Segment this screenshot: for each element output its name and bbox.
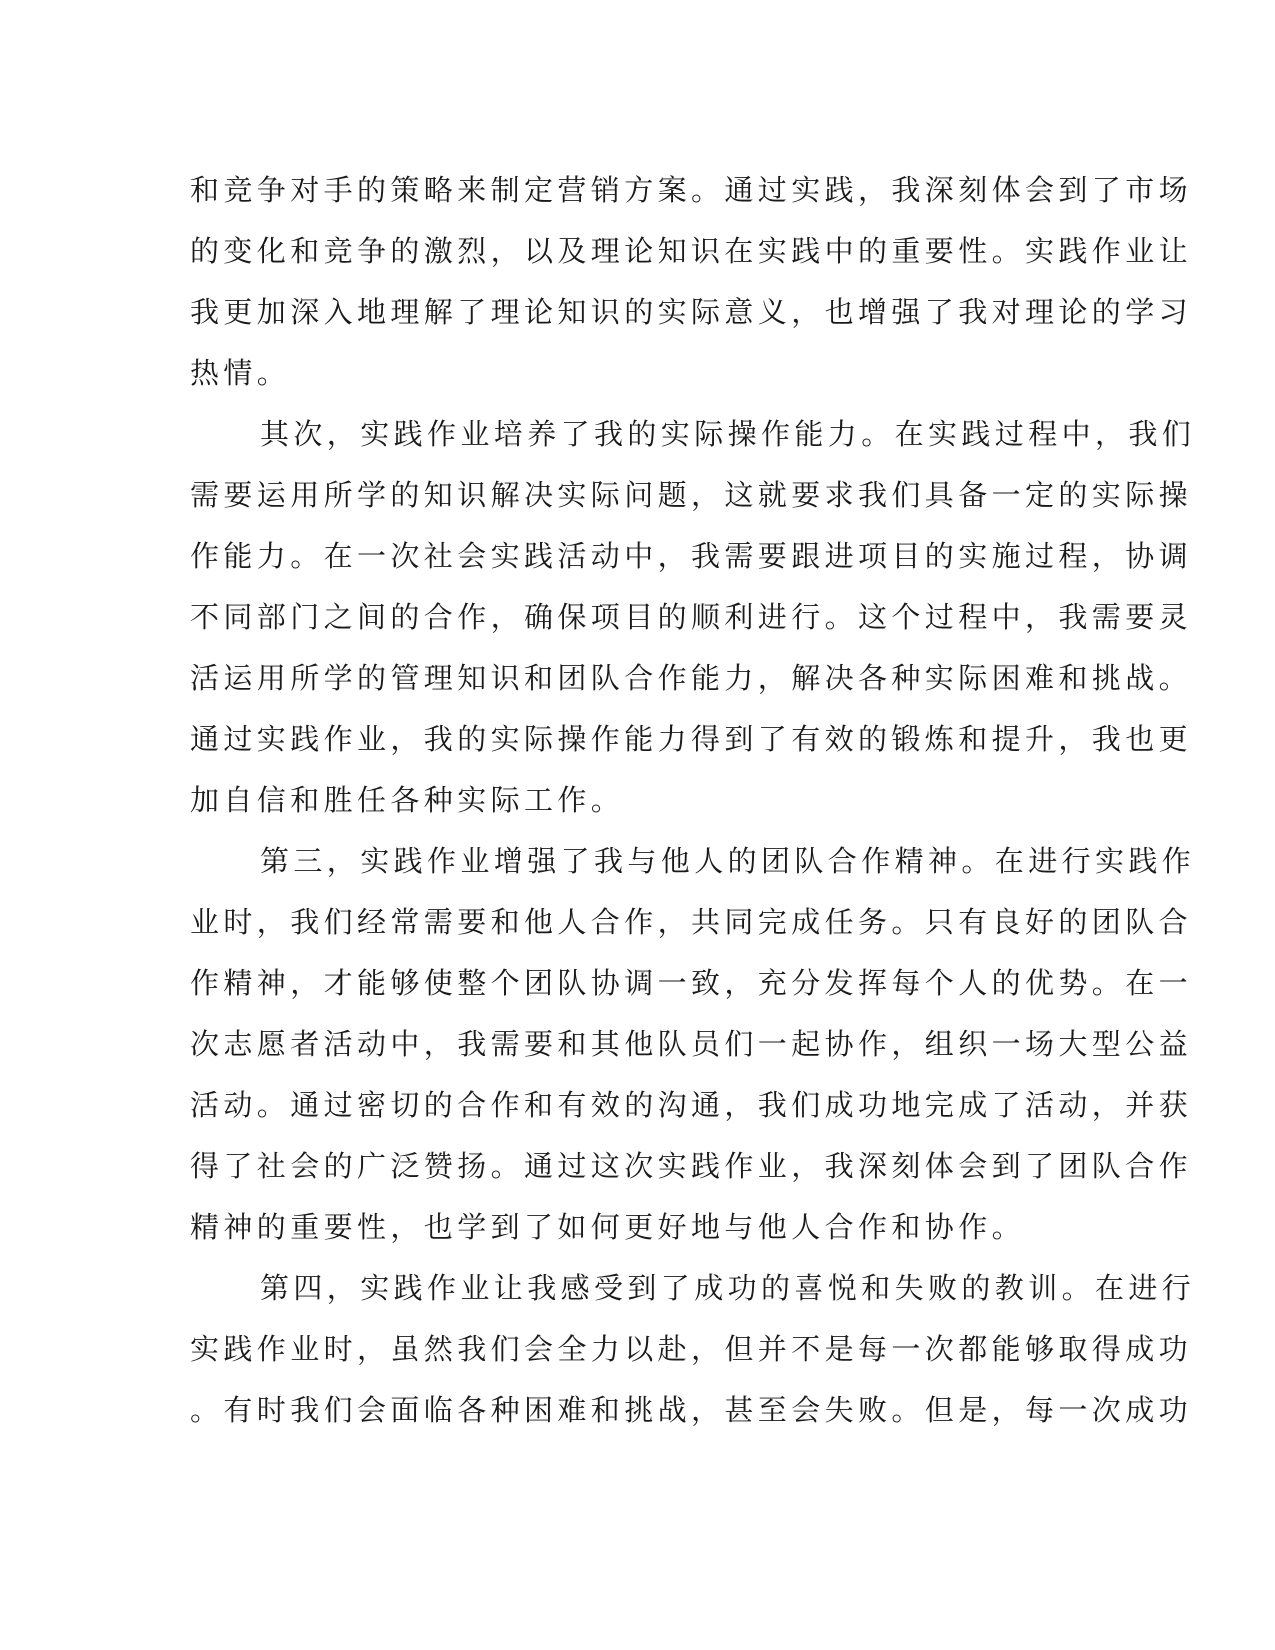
text-line: 次志愿者活动中，我需要和其他队员们一起协作，组织一场大型公益	[190, 1027, 1193, 1061]
paragraph-first-line: 第四，实践作业让我感受到了成功的喜悦和失败的教训。在进行	[260, 1271, 1196, 1305]
text-line: 活动。通过密切的合作和有效的沟通，我们成功地完成了活动，并获	[190, 1088, 1193, 1122]
text-line: 。有时我们会面临各种困难和挑战，甚至会失败。但是，每一次成功	[190, 1393, 1193, 1427]
text-line: 我更加深入地理解了理论知识的实际意义，也增强了我对理论的学习	[190, 295, 1193, 329]
text-line: 通过实践作业，我的实际操作能力得到了有效的锻炼和提升，我也更	[190, 722, 1193, 756]
document-body	[190, 160, 1196, 1441]
text-line: 业时，我们经常需要和他人合作，共同完成任务。只有良好的团队合	[190, 905, 1193, 939]
text-line: 精神的重要性，也学到了如何更好地与他人合作和协作。	[190, 1210, 1026, 1244]
text-line: 加自信和胜任各种实际工作。	[190, 783, 625, 817]
text-line: 和竞争对手的策略来制定营销方案。通过实践，我深刻体会到了市场	[190, 173, 1193, 207]
text-line: 活运用所学的管理知识和团队合作能力，解决各种实际困难和挑战。	[190, 661, 1193, 695]
text-line: 的变化和竞争的激烈，以及理论知识在实践中的重要性。实践作业让	[190, 234, 1193, 268]
text-line: 作精神，才能够使整个团队协调一致，充分发挥每个人的优势。在一	[190, 966, 1193, 1000]
text-line: 作能力。在一次社会实践活动中，我需要跟进项目的实施过程，协调	[190, 539, 1193, 573]
text-line: 得了社会的广泛赞扬。通过这次实践作业，我深刻体会到了团队合作	[190, 1149, 1193, 1183]
text-line: 需要运用所学的知识解决实际问题，这就要求我们具备一定的实际操	[190, 478, 1193, 512]
text-line: 热情。	[190, 356, 291, 390]
text-line: 不同部门之间的合作，确保项目的顺利进行。这个过程中，我需要灵	[190, 600, 1193, 634]
text-line: 实践作业时，虽然我们会全力以赴，但并不是每一次都能够取得成功	[190, 1332, 1193, 1366]
paragraph-first-line: 其次，实践作业培养了我的实际操作能力。在实践过程中，我们	[260, 417, 1196, 451]
paragraph-first-line: 第三，实践作业增强了我与他人的团队合作精神。在进行实践作	[260, 844, 1196, 878]
